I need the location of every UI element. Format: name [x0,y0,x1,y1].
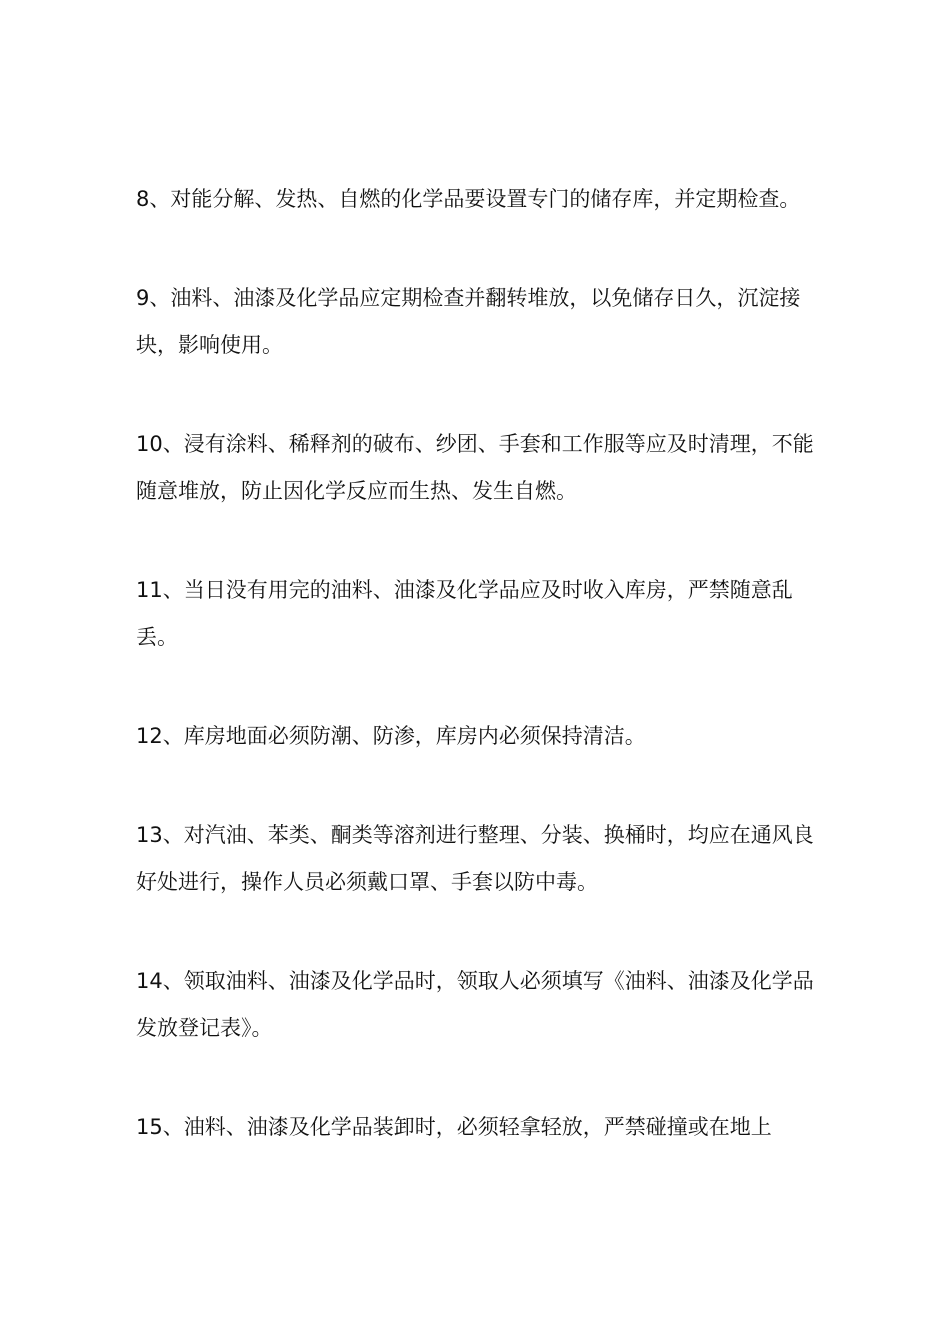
document-body [136,176,816,1203]
rule-paragraph-12: 12、库房地面必须防潮、防渗，库房内必须保持清洁。 [136,724,646,748]
rule-paragraph-9: 9、油料、油漆及化学品应定期检查并翻转堆放，以免储存日久，沉淀接块，影响使用。 [136,286,801,357]
rule-paragraph-10: 10、浸有涂料、稀释剂的破布、纱团、手套和工作服等应及时清理，不能随意堆放，防止因化学反应而生热、发生自燃。 [136,432,814,503]
rule-paragraph-11: 11、当日没有用完的油料、油漆及化学品应及时收入库房，严禁随意乱丢。 [136,578,793,649]
rule-paragraph-13: 13、对汽油、苯类、酮类等溶剂进行整理、分装、换桶时，均应在通风良好处进行，操作人员必须戴口罩、手套以防中毒。 [136,823,814,894]
rule-paragraph-15: 15、油料、油漆及化学品装卸时，必须轻拿轻放，严禁碰撞或在地上 [136,1115,772,1139]
rule-paragraph-8: 8、对能分解、发热、自燃的化学品要设置专门的储存库，并定期检查。 [136,187,801,211]
rule-paragraph-14: 14、领取油料、油漆及化学品时，领取人必须填写《油料、油漆及化学品发放登记表》。 [136,969,814,1040]
